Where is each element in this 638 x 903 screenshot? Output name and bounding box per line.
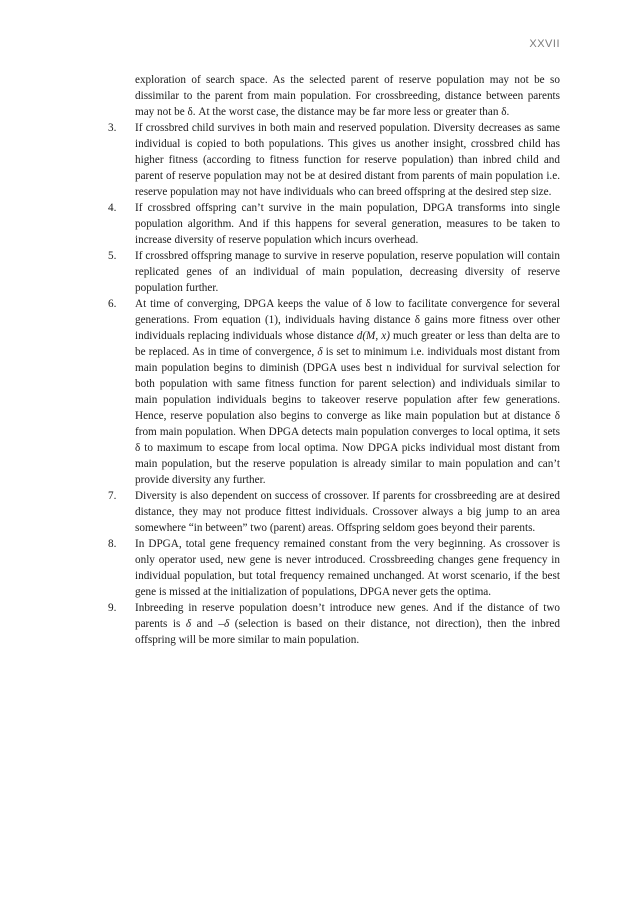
list-item-text: If crossbred offspring can’t survive in the main population, DPGA transforms into single population algorithm. And if this happens for several generation, measures to be taken to increase diversity of reserve population which incurs overhead. <box>135 202 560 246</box>
distance-function: d(M, x) <box>356 330 390 342</box>
list-item-text: If crossbred offspring manage to survive in reserve population, reserve population will contain replicated genes of an individual of main population, decreasing diversity of reserve population further. <box>135 250 560 294</box>
list-item-9 <box>108 600 560 648</box>
document-body <box>108 72 560 648</box>
list-number: 3. <box>108 122 117 134</box>
list-number: 4. <box>108 202 117 214</box>
text-segment: much greater or less than delta are to be replaced. As in time of convergence, <box>135 330 560 358</box>
text-segment: (selection is based on their distance, not direction), then the inbred offspring will be more similar to main population. <box>135 618 560 646</box>
list-number: 7. <box>108 490 117 502</box>
text-segment: is set to minimum i.e. individuals most distant from main population begins to diminish (DPGA uses best n individual for survival selection for both population with same fitness function for parent selection) and individuals similar to main population individuals begins to takeover reserve population after few generations. Hence, reserve population also begins to converge as like main population but at distance δ from main population. When DPGA detects main population converges to local optima, it sets δ to maximum to escape from local optima. Now DPGA picks individual most distant from main population, but the reserve population is already similar to main population and can’t provide diversity any further. <box>135 346 560 486</box>
list-item-text <box>135 602 560 646</box>
text-segment: and <box>191 618 219 630</box>
text-segment: At time of converging, DPGA keeps the value of δ low to facilitate convergence for several generations. From equation (1), individuals having distance δ gains more fitness over other individuals replacing individuals whose distance <box>135 298 560 342</box>
list-number: 9. <box>108 602 117 614</box>
list-item-text <box>135 298 560 486</box>
list-item-6 <box>108 296 560 488</box>
list-item-4 <box>108 200 560 248</box>
list-item-7 <box>108 488 560 536</box>
list-number: 8. <box>108 538 117 550</box>
delta-symbol: δ <box>185 618 192 630</box>
numbered-list <box>108 120 560 648</box>
negative-delta-symbol: –δ <box>218 618 230 630</box>
list-item-text: Diversity is also dependent on success of crossover. If parents for crossbreeding are at desired distance, they may not produce fittest individuals. Crossover always a big jump to an area somewhere “in between” two (parent) areas. Offspring seldom goes beyond their parents. <box>135 490 560 534</box>
list-number: 6. <box>108 298 117 310</box>
page-number: XXVII <box>529 38 560 50</box>
delta-symbol: δ <box>317 346 323 358</box>
list-item-text: If crossbred child survives in both main and reserved population. Diversity decreases as same individual is copied to both populations. This gives us another insight, crossbred child has higher fitness (according to fitness function for reserve population) than inbred child and parent of reserve population may not be at desired distant from parents of main population i.e. reserve population may not have individuals who can breed offspring at the desired step size. <box>135 122 560 198</box>
text-segment: Inbreeding in reserve population doesn’t introduce new genes. And if the distance of two parents is <box>135 602 560 630</box>
continuation-paragraph: exploration of search space. As the selected parent of reserve population may not be so dissimilar to the parent from main population. For crossbreeding, distance between parents may not be δ. At the worst case, the distance may be far more less or greater than δ. <box>135 74 560 118</box>
list-item-text: In DPGA, total gene frequency remained constant from the very beginning. As crossover is only operator used, new gene is never introduced. Crossbreeding changes gene frequency in individual population, but total frequency remained unchanged. At worst scenario, if the best gene is missed at the initialization of populations, DPGA never gets the optima. <box>135 538 560 598</box>
list-item-5 <box>108 248 560 296</box>
list-item-8 <box>108 536 560 600</box>
list-item-3 <box>108 120 560 200</box>
list-number: 5. <box>108 250 117 262</box>
